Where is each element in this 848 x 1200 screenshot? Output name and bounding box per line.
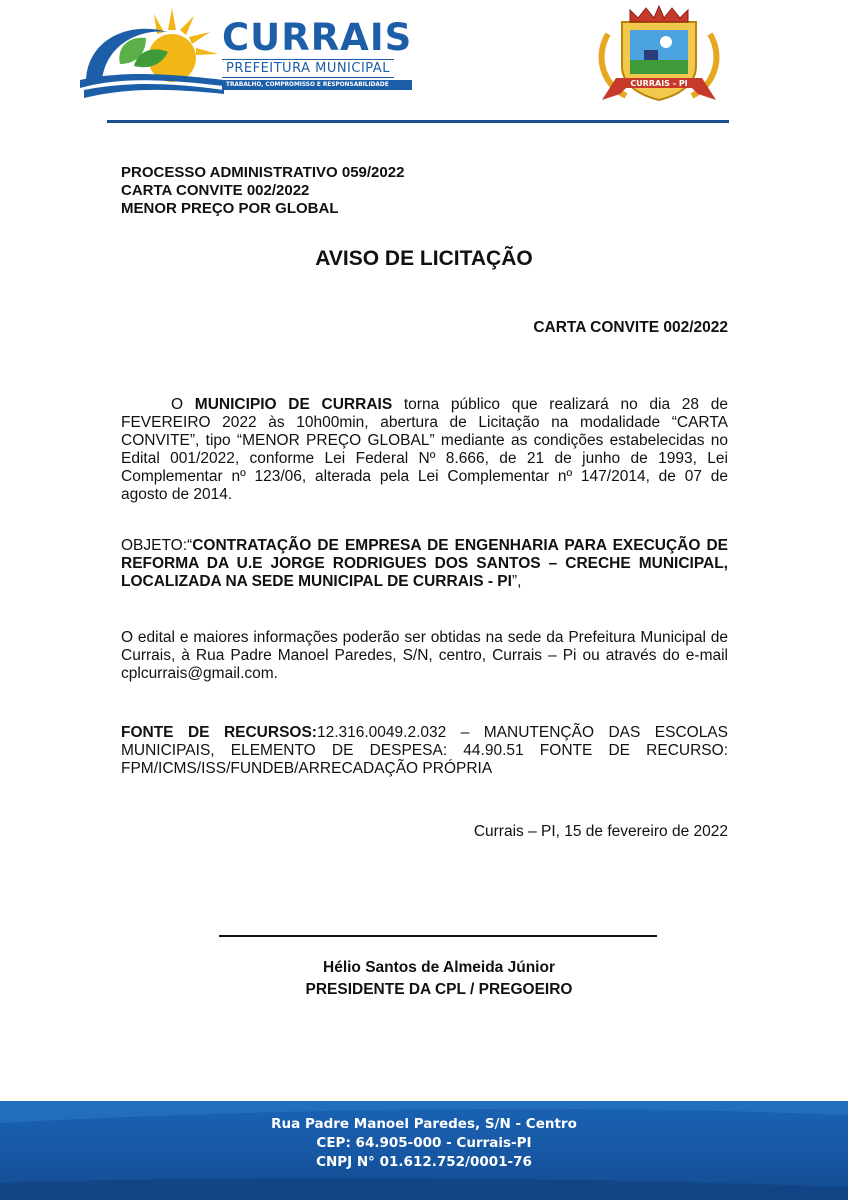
- footer-address: Rua Padre Manoel Paredes, S/N - Centro: [271, 1116, 577, 1132]
- funding-paragraph: [121, 724, 728, 778]
- footer: [0, 1101, 848, 1200]
- document-subtitle: CARTA CONVITE 002/2022: [533, 319, 728, 336]
- footer-cnpj: CNPJ N° 01.612.752/0001-76: [316, 1154, 532, 1170]
- criterion: MENOR PREÇO POR GLOBAL: [121, 200, 339, 217]
- municipality-name: MUNICIPIO DE CURRAIS: [194, 396, 393, 413]
- invitation-number: CARTA CONVITE 002/2022: [121, 182, 310, 199]
- prefeitura-logo: [76, 2, 413, 102]
- seal-label: CURRAIS - PI: [630, 79, 688, 88]
- letterhead: [0, 0, 848, 126]
- footer-cep: CEP: 64.905-000 - Currais-PI: [316, 1135, 532, 1151]
- process-info: [121, 164, 404, 218]
- signature-line: [219, 935, 657, 937]
- sun-leaves-logo-icon: [76, 2, 226, 102]
- object-description: CONTRATAÇÃO DE EMPRESA DE ENGENHARIA PARA EXECUÇÃO DE REFORMA DA U.E JORGE RODRIGUES DOS SANTOS – CRECHE MUNICIPAL, LOCALIZADA NA SEDE MUNICIPAL DE CURRAIS - PI: [121, 537, 728, 590]
- object-paragraph: OBJETO:“CONTRATAÇÃO DE EMPRESA DE ENGENHARIA PARA EXECUÇÃO DE REFORMA DA U.E JORGE RODRIGUES DOS SANTOS – CRECHE MUNICIPAL, LOCALIZADA NA SEDE MUNICIPAL DE CURRAIS - PI”,: [121, 537, 728, 590]
- signature-block: [0, 957, 848, 1001]
- document-title: AVISO DE LICITAÇÃO: [315, 247, 533, 270]
- logo-subtitle: PREFEITURA MUNICIPAL: [222, 59, 394, 78]
- funding-text: 12.316.0049.2.032 – MANUTENÇÃO DAS ESCOLAS MUNICIPAIS, ELEMENTO DE DESPESA: 44.90.51 FONTE DE RECURSO: FPM/ICMS/ISS/FUNDEB/ARRECADAÇÃO PRÓPRIA: [121, 724, 728, 777]
- document-date: Currais – PI, 15 de fevereiro de 2022: [473, 823, 728, 840]
- logo-motto: TRABALHO, COMPROMISSO E RESPONSABILIDADE: [222, 80, 412, 90]
- process-number: PROCESSO ADMINISTRATIVO 059/2022: [121, 164, 405, 181]
- info-paragraph: O edital e maiores informações poderão ser obtidas na sede da Prefeitura Municipal de Currais, à Rua Padre Manoel Paredes, S/N, centro, Currais – Pi ou através do e-mail cplcurrais@gmail.com.: [121, 629, 728, 682]
- object-label: OBJETO:“: [121, 537, 193, 554]
- announcement-paragraph: O MUNICIPIO DE CURRAIS torna público que realizará no dia 28 de FEVEREIRO 2022 às 10h00min, abertura de Licitação na modalidade “CARTA CONVITE”, tipo “MENOR PREÇO GLOBAL” mediante as condições estabelecidas no Edital 001/2022, conforme Lei Federal Nº 8.666, de 21 de junho de 1993, Lei Complementar nº 123/06, alterada pela Lei Complementar nº 147/2014, de 07 de agosto de 2014.: [121, 396, 728, 503]
- signer-name: Hélio Santos de Almeida Júnior: [323, 959, 555, 976]
- logo-title: CURRAIS: [222, 16, 413, 59]
- header-divider: [107, 120, 729, 123]
- funding-label: FONTE DE RECURSOS:: [121, 724, 317, 741]
- municipal-seal-icon: [586, 4, 732, 110]
- signer-role: PRESIDENTE DA CPL / PREGOEIRO: [305, 981, 573, 998]
